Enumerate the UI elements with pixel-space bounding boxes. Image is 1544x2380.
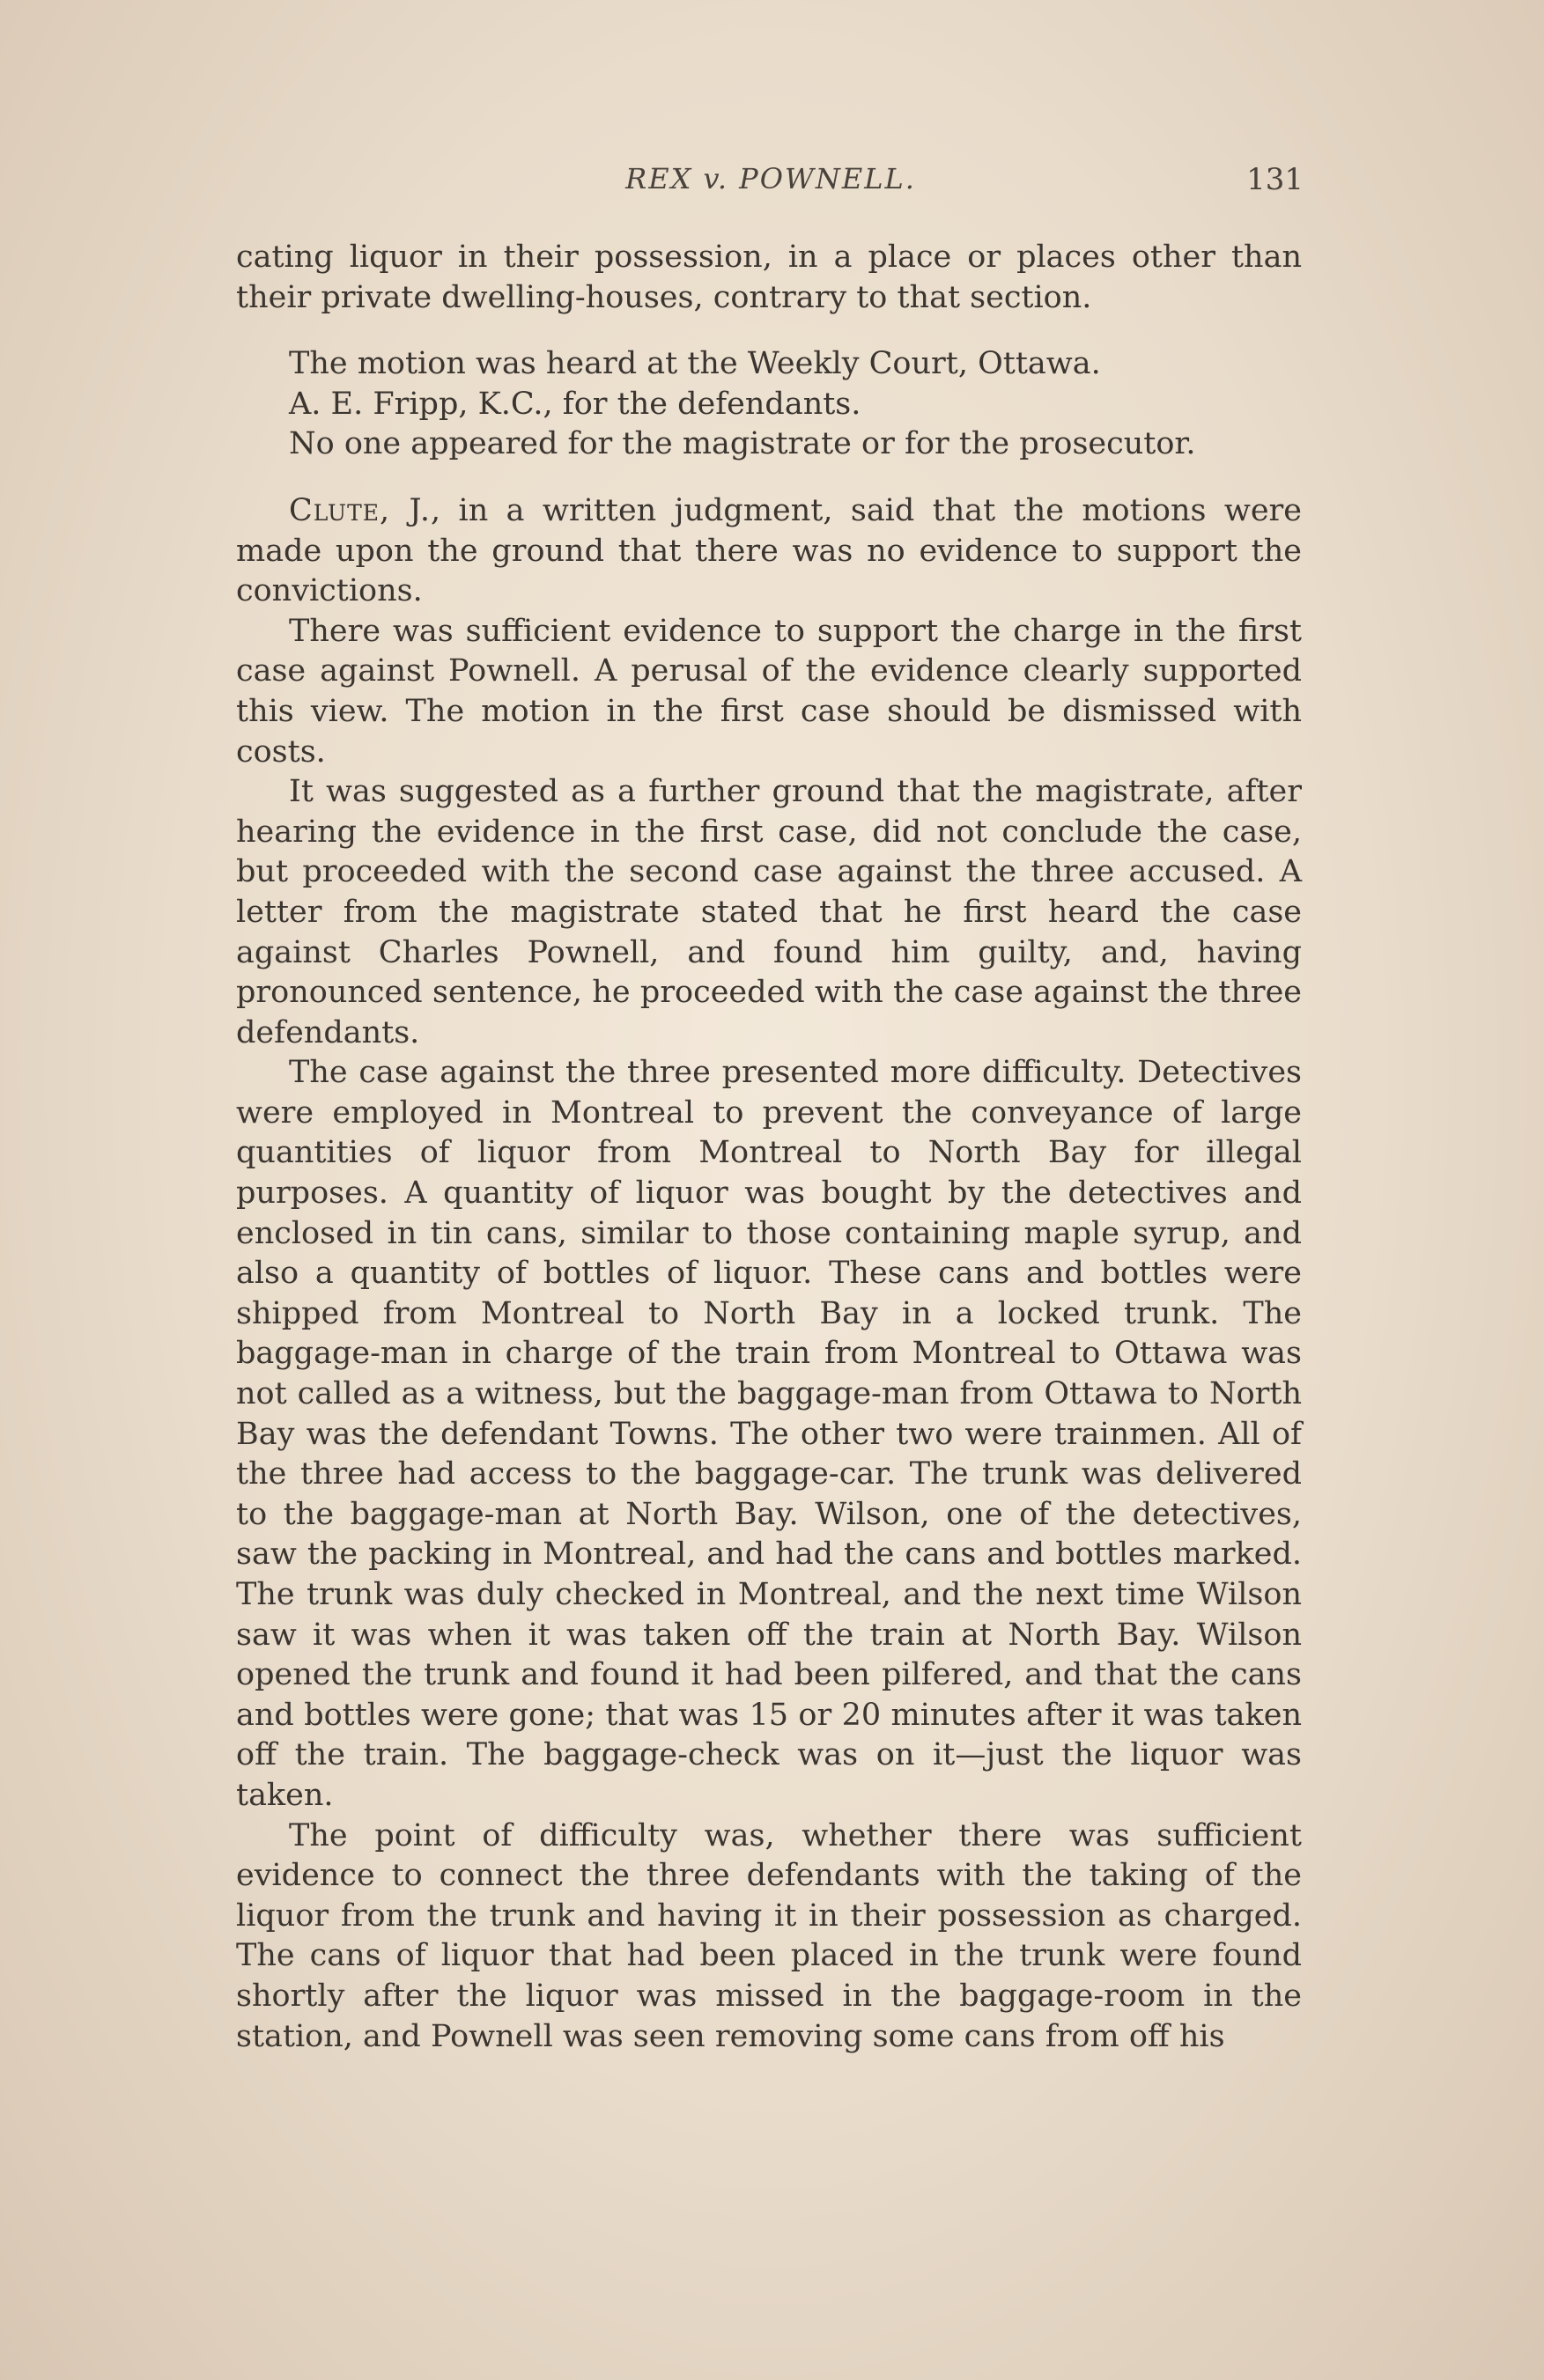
page-header [238, 157, 1304, 210]
running-title: REX v. POWNELL. [625, 162, 916, 195]
paragraph-continuation: cating liquor in their possession, in a place or places other than their private dwelling-houses, contrary to that section. [236, 239, 1302, 315]
paragraph-no-appearance: No one appeared for the magistrate or for the prosecutor. [289, 426, 1196, 462]
page-body [236, 238, 1302, 2057]
paragraph-sufficient-evidence: There was sufficient evidence to support the charge in the first case against Pownell. A perusal of the evidence clearly supported this view. The motion in the first case should be dismissed with costs. [236, 613, 1302, 770]
judgment-intro-text: , in a written judgment, said that the motions were made upon the ground that there was no evidence to support the convictions. [236, 492, 1302, 609]
page-number: 131 [1246, 162, 1304, 197]
paragraph-point-of-difficulty: The point of difficulty was, whether there was sufficient evidence to connect the three defendants with the taking of the liquor from the trunk and having it in their possession as charged. The cans of liquor that had been placed in the trunk were found shortly after the liquor was missed in the baggage-room in the station, and Pownell was seen removing some cans from off his [236, 1817, 1302, 2054]
paragraph-judgment-intro [236, 491, 1302, 612]
paragraph-counsel: A. E. Fripp, K.C., for the defendants. [289, 386, 861, 422]
paragraph-motion-heard: The motion was heard at the Weekly Court, Ottawa. [289, 346, 1101, 382]
judge-name: Clute, J. [289, 492, 431, 528]
paragraph-further-ground: It was suggested as a further ground that the magistrate, after hearing the evidence in the first case, did not conclude the case, but proceeded with the second case against the three accused. A letter from the magistrate stated that he first heard the case against Charles Pownell, and found him guilty, and, having pronounced sentence, he proceeded with the case against the three defendants. [236, 774, 1302, 1050]
paragraph-case-against-three: The case against the three presented more difficulty. Detectives were employed in Montreal to prevent the conveyance of large quantities of liquor from Montreal to North Bay for illegal purposes. A quantity of liquor was bought by the detectives and enclosed in tin cans, similar to those containing maple syrup, and also a quantity of bottles of liquor. These cans and bottles were shipped from Montreal to North Bay in a locked trunk. The baggage-man in charge of the train from Montreal to Ottawa was not called as a witness, but the baggage-man from Ottawa to North Bay was the defendant Towns. The other two were trainmen. All of the three had access to the baggage-car. The trunk was delivered to the baggage-man at North Bay. Wilson, one of the detectives, saw the packing in Montreal, and had the cans and bottles marked. The trunk was duly checked in Montreal, and the next time Wilson saw it was when it was taken off the train at North Bay. Wilson opened the trunk and found it had been pilfered, and that the cans and bottles were gone; that was 15 or 20 minutes after it was taken off the train. The baggage-check was on it—just the liquor was taken. [236, 1055, 1302, 1813]
